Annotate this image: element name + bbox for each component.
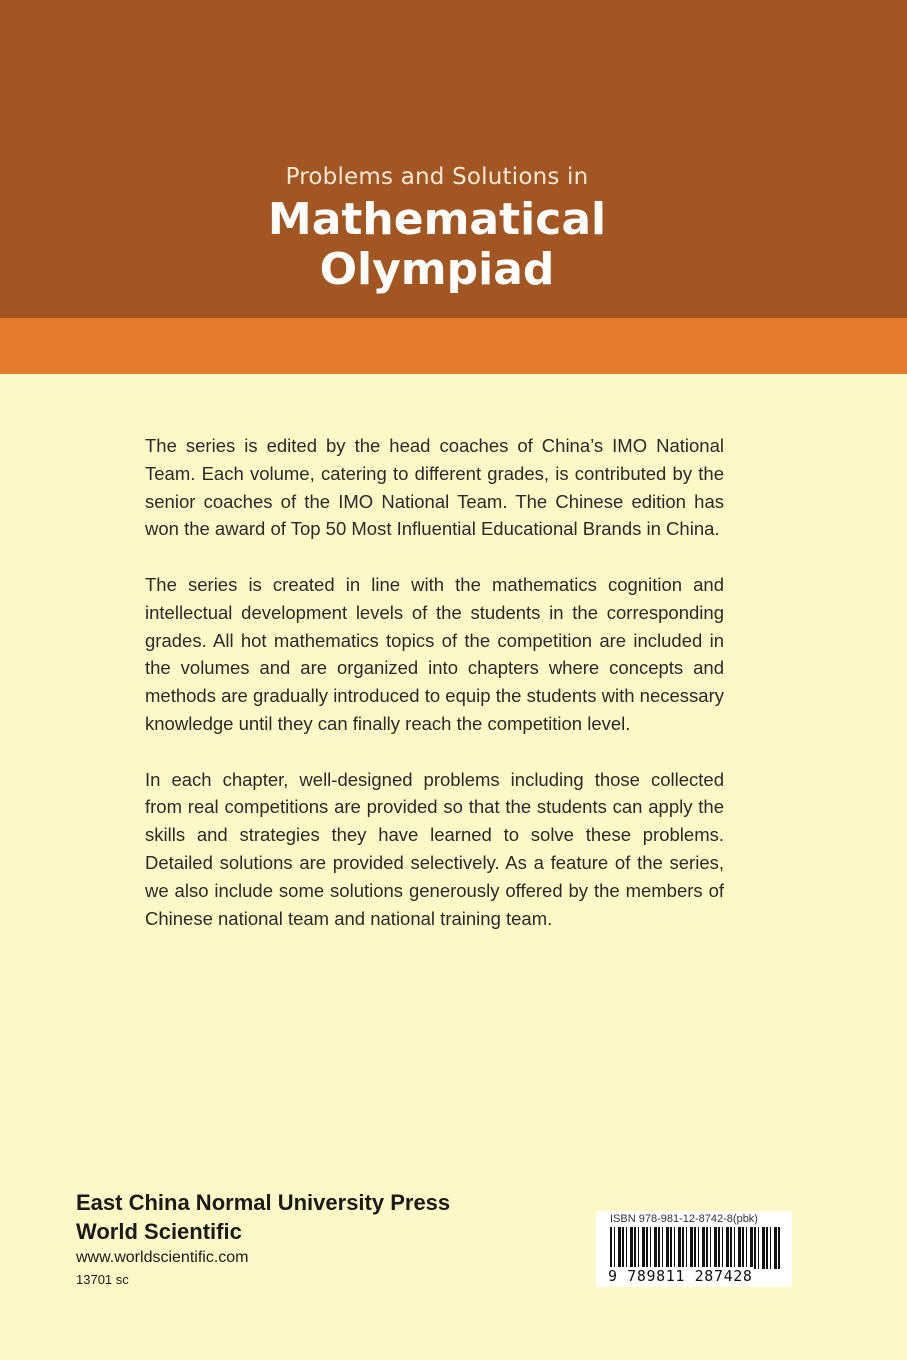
publisher-world-scientific: World Scientific xyxy=(76,1219,242,1244)
publisher-block xyxy=(76,1188,450,1290)
orange-band xyxy=(0,318,907,374)
series-subtitle: Problems and Solutions in xyxy=(285,164,589,190)
catalog-code: 13701 sc xyxy=(76,1272,129,1287)
barcode-bars-icon xyxy=(610,1227,780,1269)
paragraph-3: In each chapter, well-designed problems including those collected from real competitions are provided so that the students can apply the skills and strategies they have learned to solve these problems. Detailed solutions are provided selectively. As a feature of the series, we also include some solutions generously offered by the members of Chinese national team and national training team. xyxy=(145,768,724,929)
description xyxy=(145,432,724,960)
publisher-ecnu: East China Normal University Press xyxy=(76,1190,451,1215)
paragraph-2: The series is created in line with the mathematics cognition and intellectual development levels of the students in the corresponding grades. All hot mathematics topics of the competition are included in the volumes and are organized into chapters where concepts and methods are gradually introduced to equip the students with necessary knowledge until they can finally reach the competition level. xyxy=(145,573,724,734)
isbn-label: ISBN 978-981-12-8742-8(pbk) xyxy=(610,1213,758,1225)
paragraph-1: The series is edited by the head coaches of China’s IMO National Team. Each volume, catering to different grades, is contributed by the senior coaches of the IMO National Team. The Chinese edition has won the award of Top 50 Most Influential Educational Brands in China. xyxy=(145,435,724,540)
publisher-url[interactable]: www.worldscientific.com xyxy=(76,1249,249,1266)
barcode xyxy=(596,1211,792,1287)
title-line-2: Olympiad xyxy=(319,244,555,295)
title-line-1: Mathematical xyxy=(267,194,607,245)
barcode-digits: 9 789811 287428 xyxy=(608,1267,753,1285)
